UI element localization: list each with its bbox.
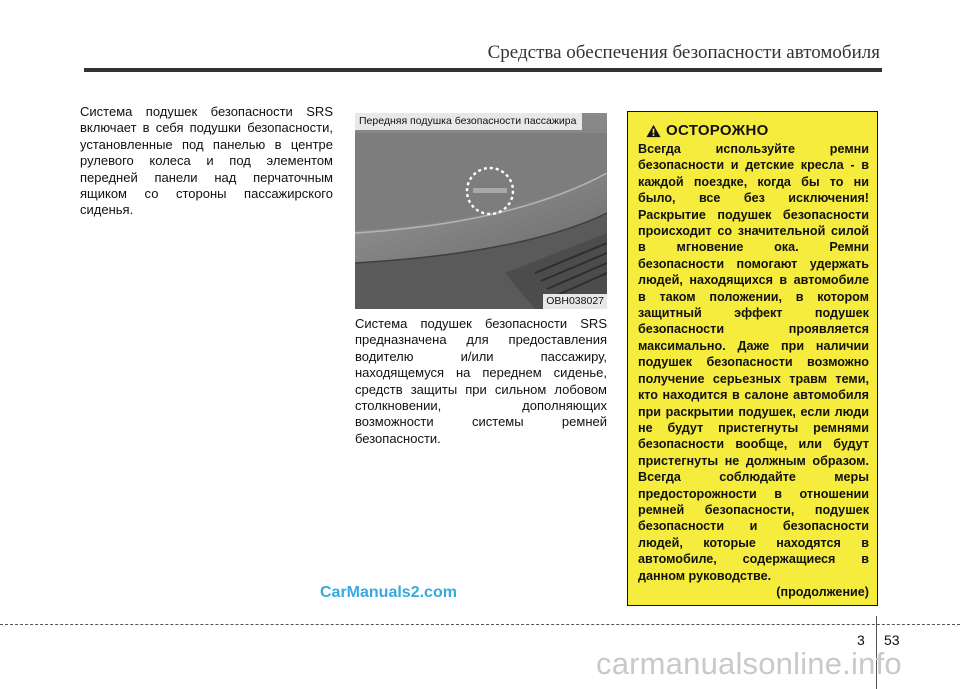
- purpose-paragraph: Система подушек безопасности SRS предназначена для предоставления водителю и/или пассажиру, находящемуся на переднем сиденье, средств защиты при сильном лобовом столкновении, дополняющих возможности системы ремней безопасности.: [355, 316, 607, 446]
- warning-continued: (продолжение): [776, 584, 869, 599]
- dashboard-illustration: [355, 113, 607, 309]
- warning-header: [646, 122, 869, 139]
- watermark-carmanualsonline: carmanualsonline.info: [596, 646, 902, 681]
- page-header-title: Средства обеспечения безопасности автомобиля: [487, 42, 880, 63]
- header-rule: [84, 68, 882, 72]
- intro-paragraph: Система подушек безопасности SRS включает в себя подушки безопасности, установленные под панелью в центре рулевого колеса и под элементом передней панели над перчаточным ящиком со стороны пассажирского сиденья.: [80, 104, 333, 218]
- chapter-number: 3: [857, 632, 865, 648]
- warning-text: Всегда используйте ремни безопасности и детские кресла - в каждой поездке, когда бы то ни было, все без исключения! Раскрытие подушек безопасности происходит со значительной силой в мгновение ока. Ремни безопасности помогают удержать людей, находящихся в автомобиле в таком положении, в котором защитный эффект подушек безопасности проявляется максимально. Даже при наличии подушек безопасности возможно получение серьезных травм теми, кто находится в салоне автомобиля при раскрытии подушек, если люди не будут пристегнуты ремнями безопасности вообще, или будут пристегнуты не должным образом. Всегда соблюдайте меры предосторожности в отношении ремней безопасности, подушек безопасности и безопасности людей, которые находятся в автомобиле, содержащиеся в данном руководстве.: [638, 142, 869, 583]
- watermark-carmanuals2[interactable]: CarManuals2.com: [320, 584, 457, 601]
- page-number: 53: [884, 632, 900, 648]
- warning-box: [627, 111, 878, 606]
- warning-triangle-icon: [646, 124, 661, 138]
- figure-code: OBH038027: [543, 294, 607, 309]
- airbag-figure: [355, 113, 607, 309]
- footer-dashed-rule: [0, 624, 960, 625]
- warning-title: ОСТОРОЖНО: [666, 122, 769, 139]
- figure-caption: Передняя подушка безопасности пассажира: [355, 113, 582, 130]
